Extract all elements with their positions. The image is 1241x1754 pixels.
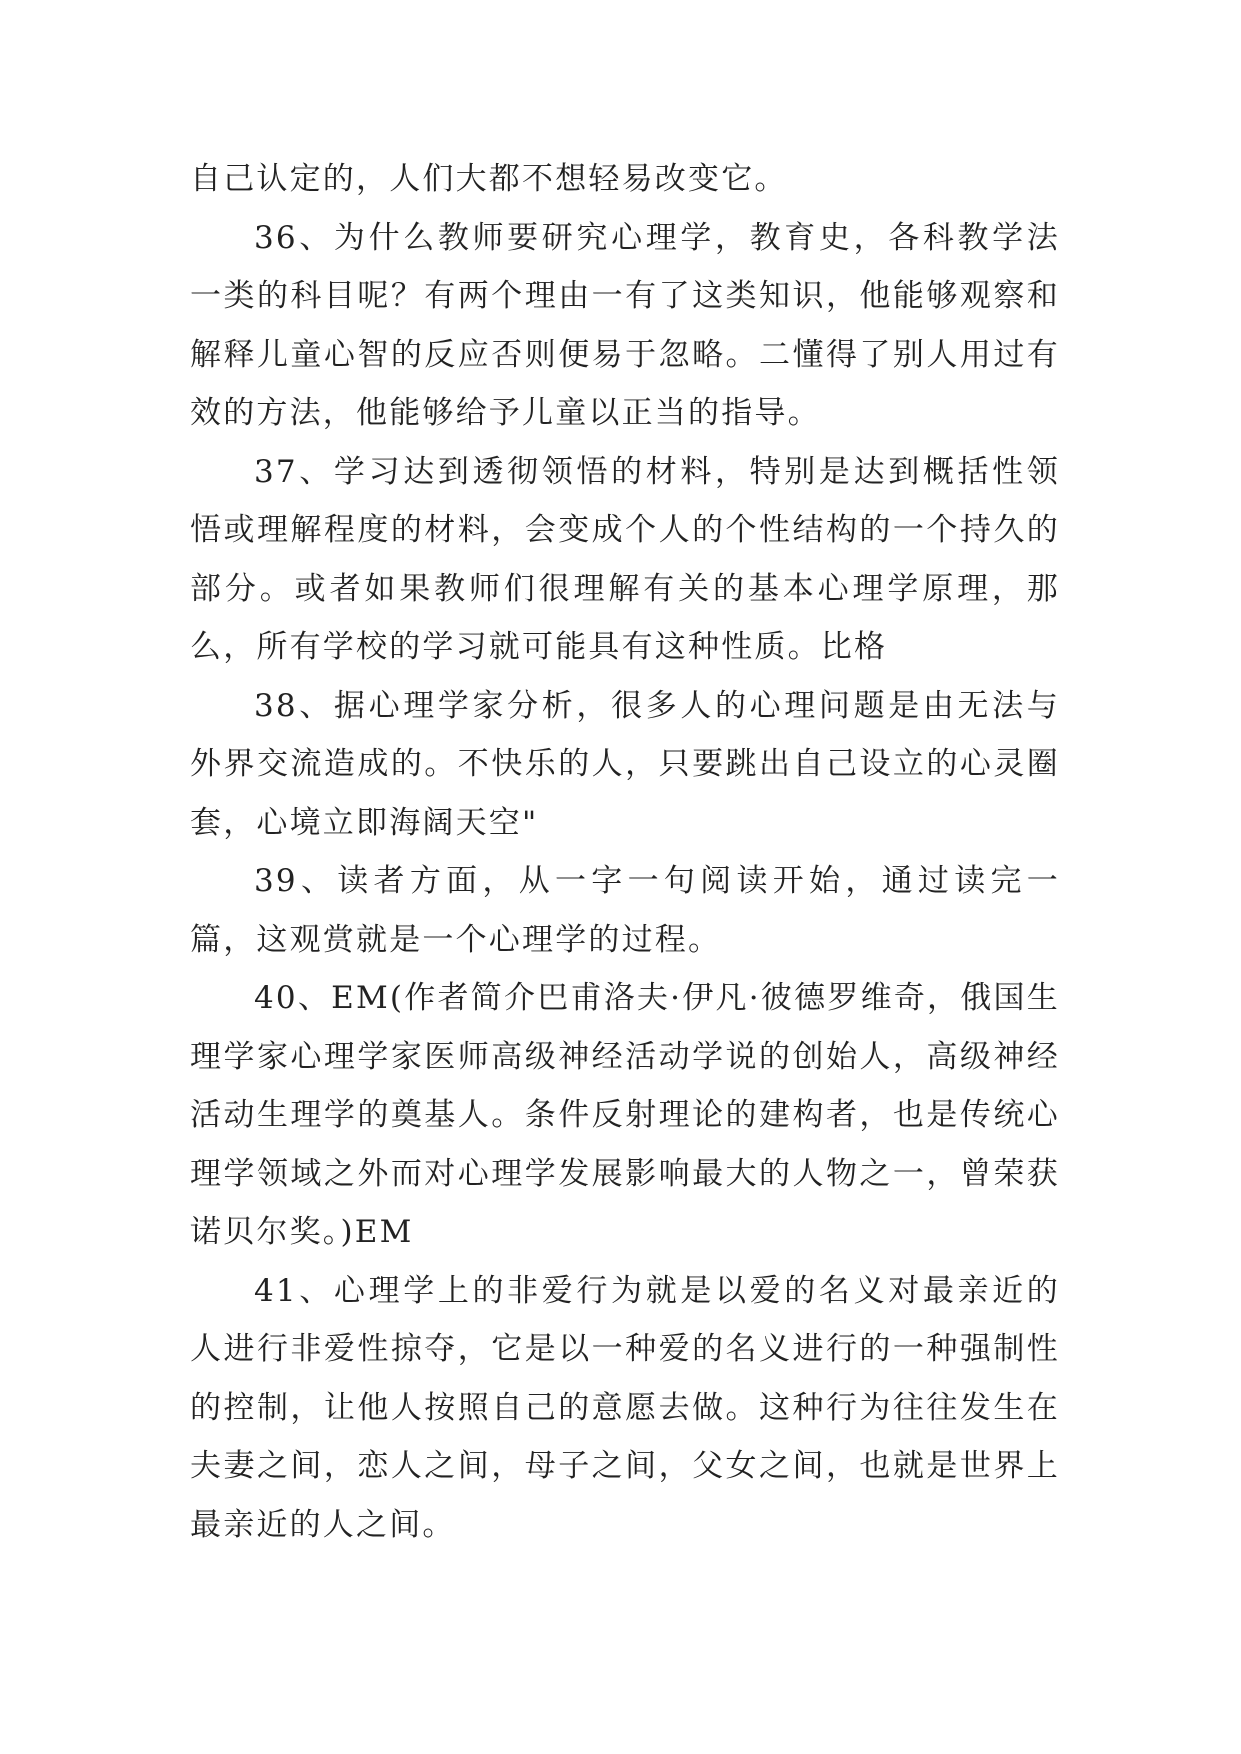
paragraph-39: 39、读者方面，从一字一句阅读开始，通过读完一篇，这观赏就是一个心理学的过程。	[190, 863, 1060, 958]
paragraph-40: 40、EM(作者简介巴甫洛夫·伊凡·彼德罗维奇，俄国生理学家心理学家医师高级神经活动学说的创始人，高级神经活动生理学的奠基人。条件反射理论的建构者，也是传统心理学领域之外而对心理学发展影响最大的人物之一，曾荣获诺贝尔奖。)EM	[190, 980, 1060, 1250]
paragraph-continuation: 自己认定的，人们大都不想轻易改变它。	[190, 161, 788, 197]
paragraph-36: 36、为什么教师要研究心理学，教育史，各科教学法一类的科目呢？有两个理由一有了这类知识，他能够观察和解释儿童心智的反应否则便易于忽略。二懂得了别人用过有效的方法，他能够给予儿童以正当的指导。	[190, 219, 1060, 431]
document-body	[190, 150, 1060, 1554]
paragraph-41: 41、心理学上的非爱行为就是以爱的名义对最亲近的人进行非爱性掠夺，它是以一种爱的名义进行的一种强制性的控制，让他人按照自己的意愿去做。这种行为往往发生在夫妻之间，恋人之间，母子之间，父女之间，也就是世界上最亲近的人之间。	[190, 1272, 1060, 1543]
paragraph-38: 38、据心理学家分析，很多人的心理问题是由无法与外界交流造成的。不快乐的人，只要跳出自己设立的心灵圈套，心境立即海阔天空"	[190, 687, 1060, 841]
paragraph-37: 37、学习达到透彻领悟的材料，特别是达到概括性领悟或理解程度的材料，会变成个人的个性结构的一个持久的部分。或者如果教师们很理解有关的基本心理学原理，那么，所有学校的学习就可能具有这种性质。比格	[190, 453, 1060, 665]
